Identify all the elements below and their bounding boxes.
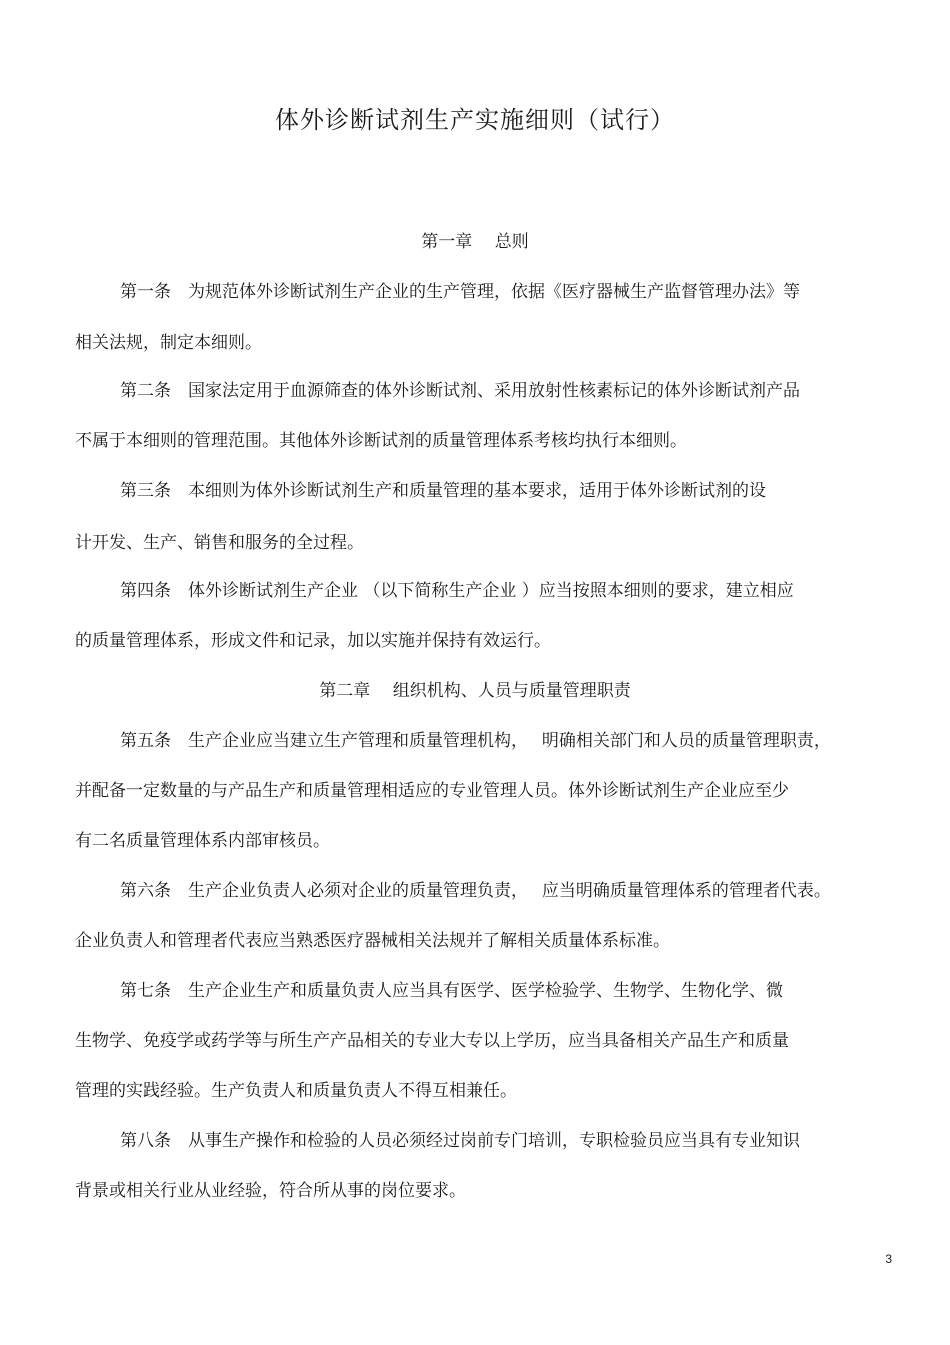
article-8-line-1: 第八条 从事生产操作和检验的人员必须经过岗前专门培训，专职检验员应当具有专业知识: [120, 1131, 800, 1151]
article-3-line-2: 计开发、生产、销售和服务的全过程。: [75, 533, 364, 553]
article-2-line-2: 不属于本细则的管理范围。其他体外诊断试剂的质量管理体系考核均执行本细则。: [75, 431, 687, 451]
article-5-line-1: 第五条 生产企业应当建立生产管理和质量管理机构， 明确相关部门和人员的质量管理职责，: [120, 731, 831, 751]
article-5-line-3: 有二名质量管理体系内部审核员。: [75, 831, 330, 851]
article-7-line-3: 管理的实践经验。生产负责人和质量负责人不得互相兼任。: [75, 1081, 517, 1101]
article-3-line-1: 第三条 本细则为体外诊断试剂生产和质量管理的基本要求，适用于体外诊断试剂的设: [120, 481, 766, 501]
article-6-line-1: 第六条 生产企业负责人必须对企业的质量管理负责， 应当明确质量管理体系的管理者代表。: [120, 881, 831, 901]
article-8-line-2: 背景或相关行业从业经验，符合所从事的岗位要求。: [75, 1181, 466, 1201]
article-4-line-2: 的质量管理体系，形成文件和记录，加以实施并保持有效运行。: [75, 631, 551, 651]
article-1-line-1: 第一条 为规范体外诊断试剂生产企业的生产管理，依据《医疗器械生产监督管理办法》等: [120, 282, 800, 302]
article-5-line-2: 并配备一定数量的与产品生产和质量管理相适应的专业管理人员。体外诊断试剂生产企业应至少: [75, 781, 789, 801]
chapter-heading: 第二章 组织机构、人员与质量管理职责: [319, 681, 631, 701]
page-number: 3: [885, 1252, 892, 1266]
article-6-line-2: 企业负责人和管理者代表应当熟悉医疗器械相关法规并了解相关质量体系标准。: [75, 931, 670, 951]
article-2-line-1: 第二条 国家法定用于血源筛查的体外诊断试剂、采用放射性核素标记的体外诊断试剂产品: [120, 381, 800, 401]
article-1-line-2: 相关法规，制定本细则。: [75, 333, 262, 353]
chapter-heading: 第一章 总则: [421, 232, 529, 252]
article-7-line-1: 第七条 生产企业生产和质量负责人应当具有医学、医学检验学、生物学、生物化学、微: [120, 981, 783, 1001]
article-7-line-2: 生物学、免疫学或药学等与所生产产品相关的专业大专以上学历，应当具备相关产品生产和质量: [75, 1031, 789, 1051]
article-4-line-1: 第四条 体外诊断试剂生产企业 （以下简称生产企业 ）应当按照本细则的要求，建立相应: [120, 581, 794, 601]
document-title: 体外诊断试剂生产实施细则（试行）: [275, 106, 675, 134]
